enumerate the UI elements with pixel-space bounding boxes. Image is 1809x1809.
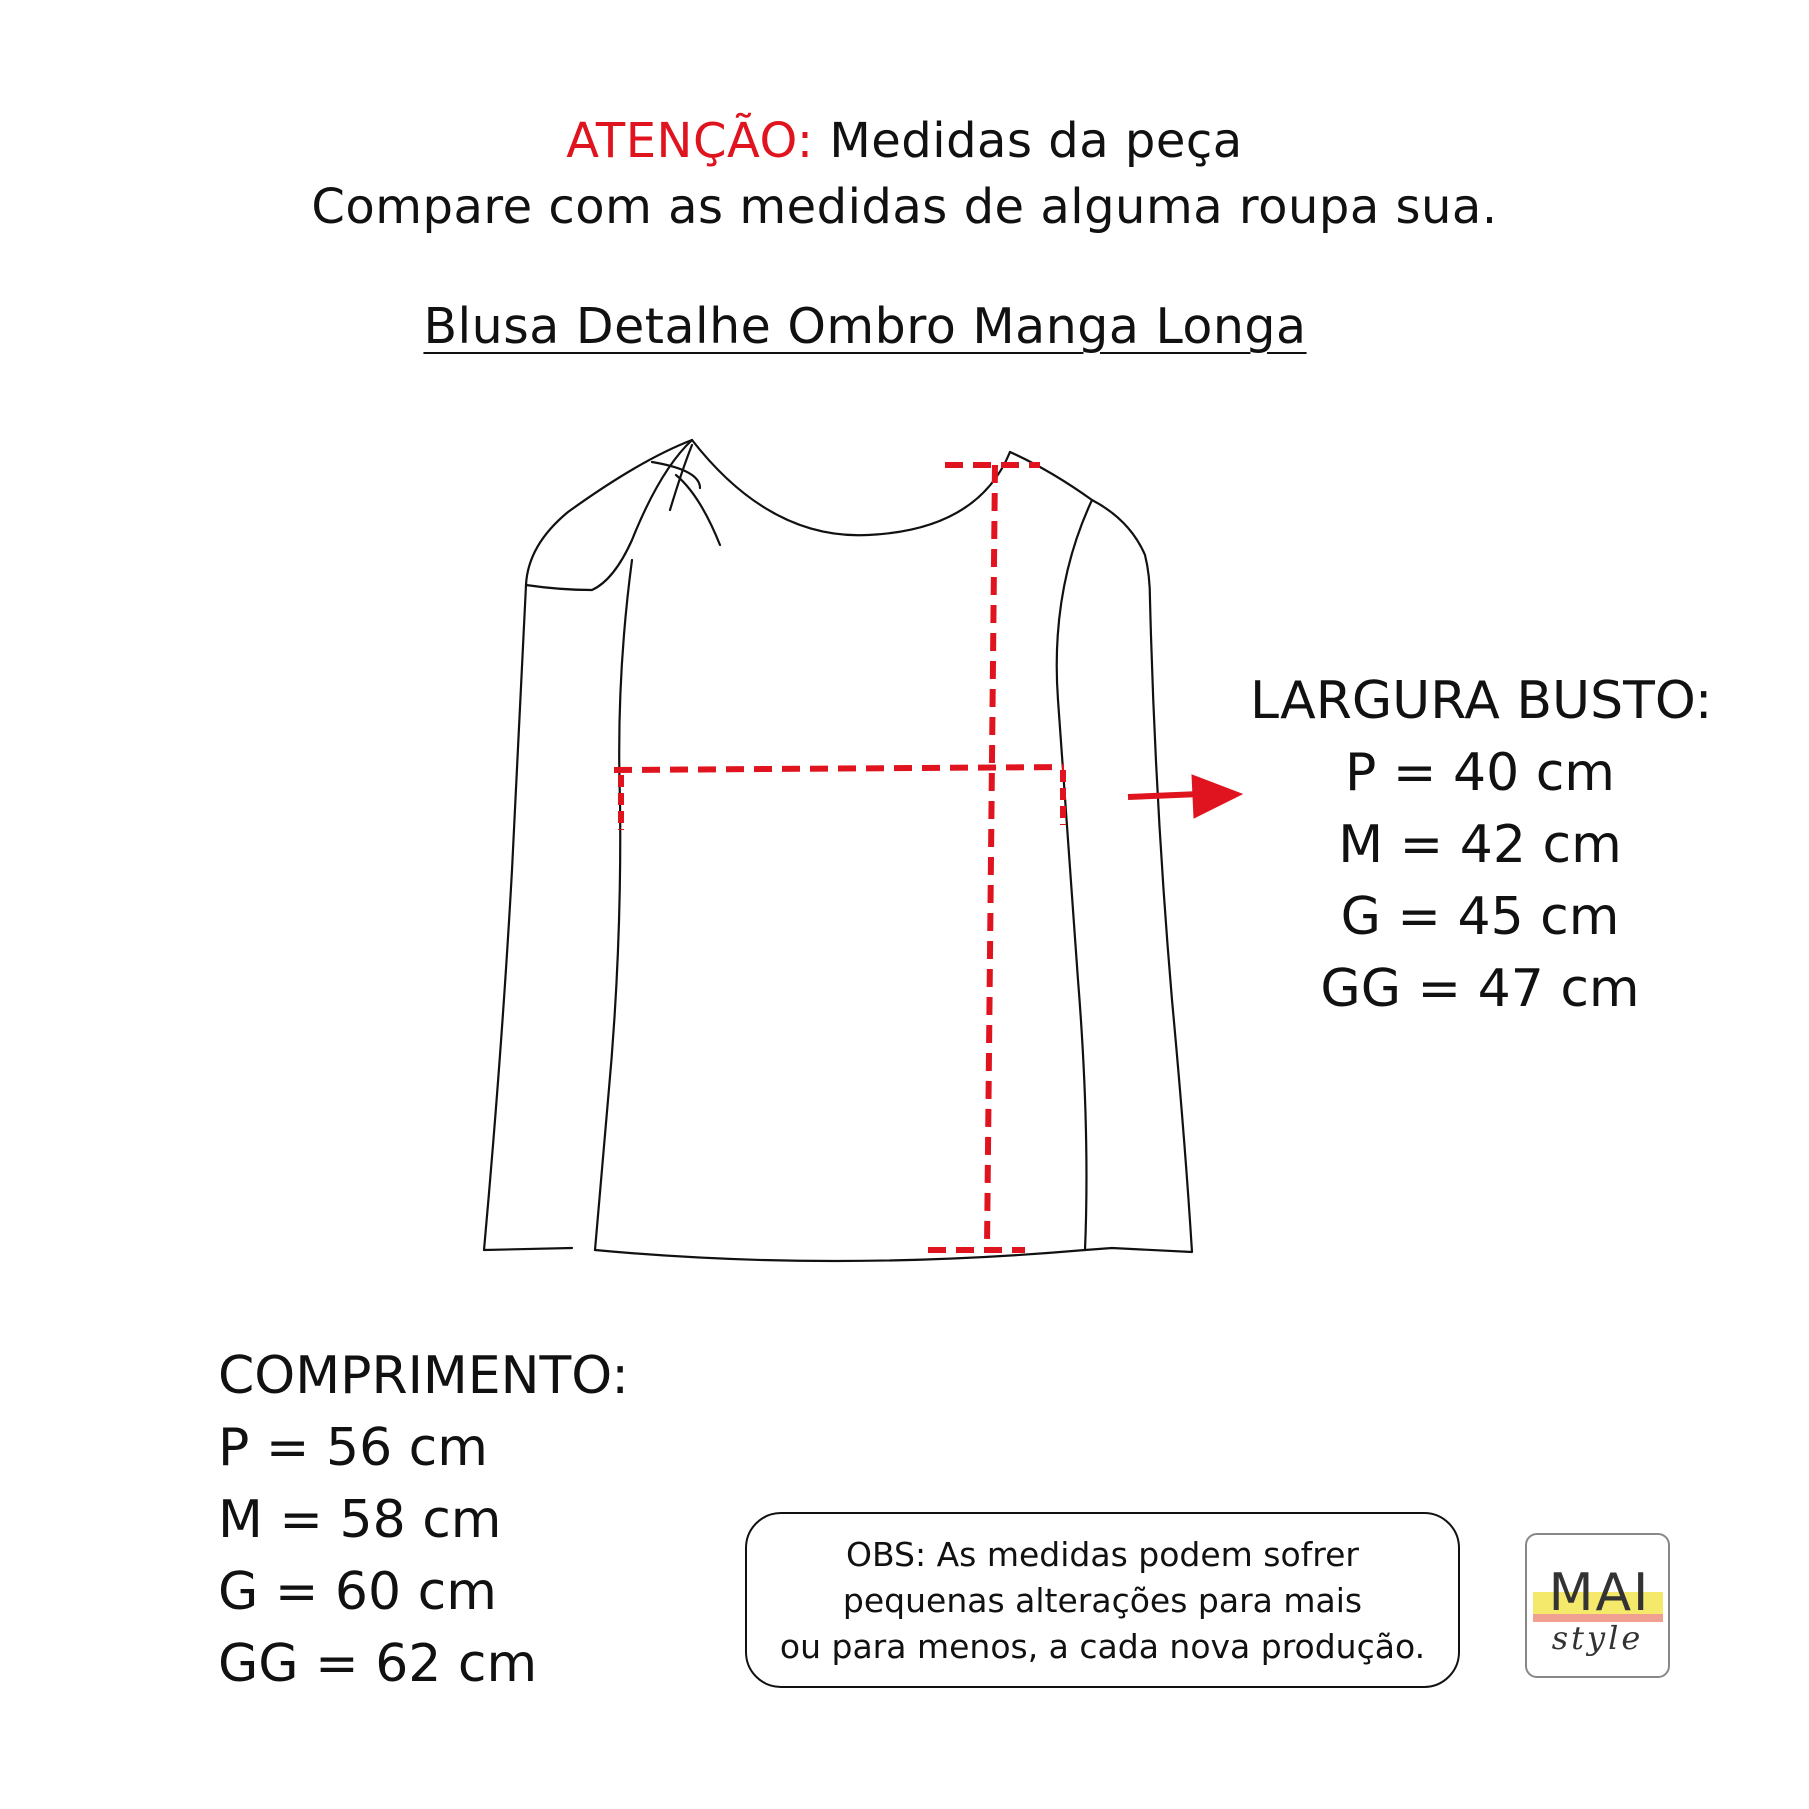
obs-note: [745, 1512, 1460, 1688]
obs-line-2: pequenas alterações para mais: [842, 1581, 1363, 1620]
compare-instruction: Compare com as medidas de alguma roupa sua.: [311, 179, 1498, 235]
attention-label: ATENÇÃO:: [566, 113, 814, 169]
length-label: COMPRIMENTO:: [218, 1346, 629, 1406]
product-title: Blusa Detalhe Ombro Manga Longa: [423, 298, 1307, 355]
attention-text: Medidas da peça: [813, 113, 1243, 169]
bust-size-m: M = 42 cm: [1338, 815, 1622, 875]
bust-size-p: P = 40 cm: [1345, 743, 1615, 803]
length-size-m: M = 58 cm: [218, 1490, 502, 1550]
obs-line-3: ou para menos, a cada nova produção.: [779, 1627, 1426, 1666]
length-size-g: G = 60 cm: [218, 1562, 497, 1622]
attention-line: [0, 108, 1809, 174]
shirt-sketch-icon: [470, 430, 1250, 1280]
bust-size-g: G = 45 cm: [1340, 887, 1620, 947]
arrow-right-icon: [1128, 794, 1200, 797]
obs-line-1: OBS: As medidas podem sofrer: [846, 1535, 1359, 1574]
product-title-wrap: [0, 298, 1730, 355]
length-block: [218, 1340, 629, 1700]
bust-size-gg: GG = 47 cm: [1320, 959, 1640, 1019]
bust-width-label: LARGURA BUSTO:: [1250, 671, 1713, 731]
logo-style-text: style: [1551, 1619, 1644, 1657]
brand-logo: [1525, 1533, 1670, 1678]
length-size-p: P = 56 cm: [218, 1418, 488, 1478]
page-header: [0, 108, 1809, 240]
logo-mai-text: MAI: [1548, 1563, 1651, 1623]
length-size-gg: GG = 62 cm: [218, 1634, 538, 1694]
bust-width-block: [1240, 665, 1760, 1025]
